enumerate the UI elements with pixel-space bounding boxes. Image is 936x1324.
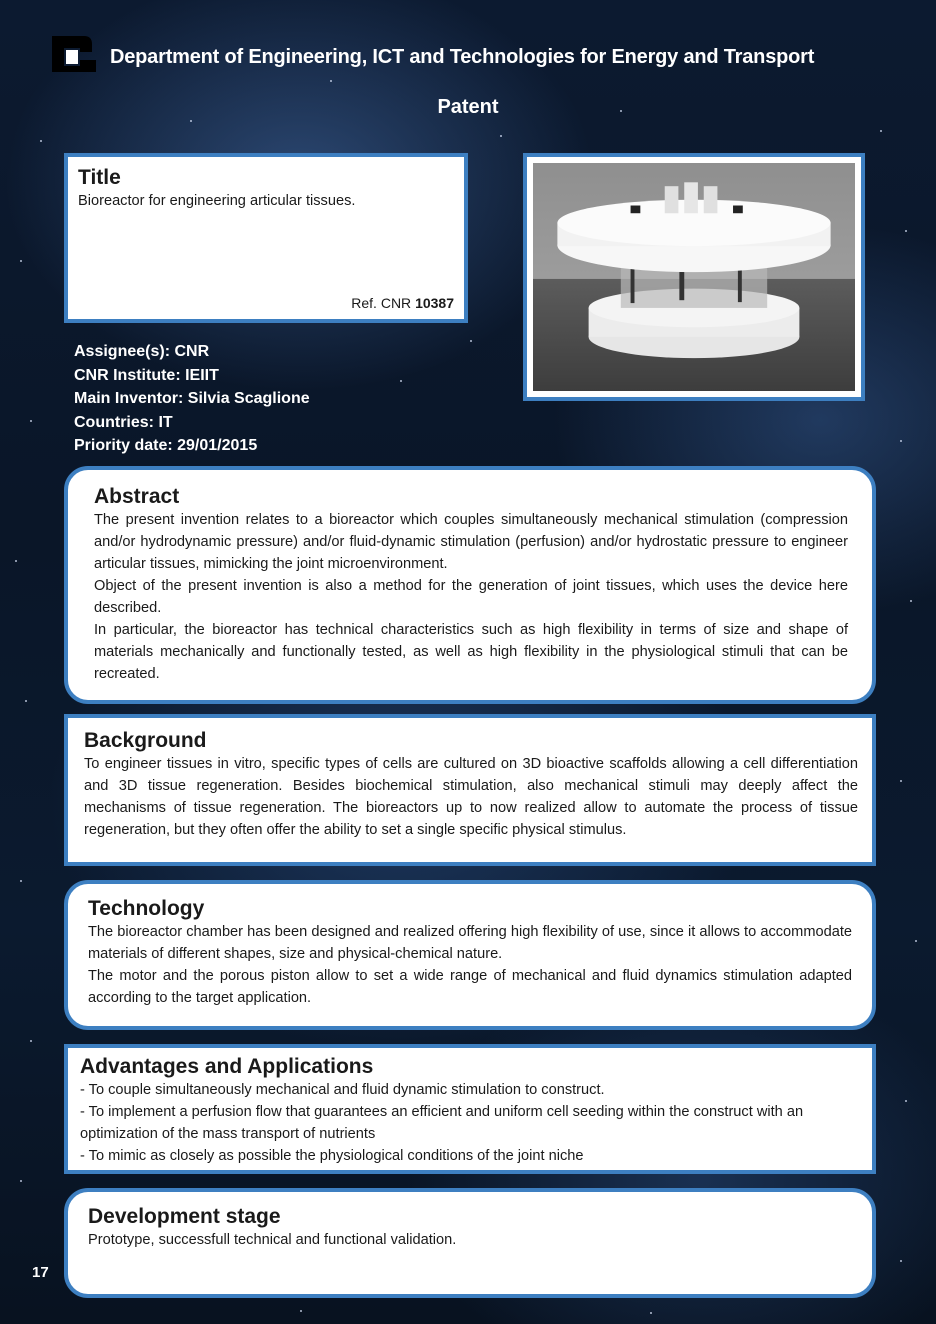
ref-number: 10387 xyxy=(415,295,454,311)
title-heading: Title xyxy=(78,166,121,189)
abstract-paragraph: In particular, the bioreactor has technical characteristics such as high flexibility in terms of size and shape of materials mechanically and functionally tested, as well as high flexibility in the physiological stimuli that can be recreated. xyxy=(94,622,848,683)
technology-box xyxy=(64,880,876,1030)
countries: Countries: IT xyxy=(74,413,173,431)
technology-paragraph: The motor and the porous piston allow to set a wide range of mechanical and fluid dynamics stimulation adapted according to the target application. xyxy=(88,968,852,1007)
patent-metadata xyxy=(74,340,310,458)
assignee: Assignee(s): CNR xyxy=(74,343,210,360)
technology-paragraph: The bioreactor chamber has been designed and realized offering high flexibility of use, since it allows to accommodate materials of different shapes, size and physical-chemical nature. xyxy=(88,924,852,963)
background-box xyxy=(64,714,876,866)
advantage-item: - To couple simultaneously mechanical and fluid dynamic stimulation to construct. xyxy=(80,1082,605,1099)
advantages-box xyxy=(64,1044,876,1174)
abstract-box xyxy=(64,466,876,704)
cnr-logo xyxy=(46,30,98,78)
advantage-item: - To implement a perfusion flow that guarantees an efficient and uniform cell seeding within the construct with an optimization of the mass transport of nutrients xyxy=(80,1104,804,1143)
advantage-item: - To mimic as closely as possible the physiological conditions of the joint niche xyxy=(80,1148,584,1165)
photo-box xyxy=(523,153,865,401)
department-title: Department of Engineering, ICT and Technologies for Energy and Transport xyxy=(110,46,815,68)
background-heading: Background xyxy=(84,729,207,752)
section-label: Patent xyxy=(437,96,499,118)
cnr-institute: CNR Institute: IEIIT xyxy=(74,366,219,384)
priority-date: Priority date: 29/01/2015 xyxy=(74,437,258,454)
title-text: Bioreactor for engineering articular tissues. xyxy=(78,193,356,210)
abstract-heading: Abstract xyxy=(94,485,180,508)
main-inventor: Main Inventor: Silvia Scaglione xyxy=(74,390,310,407)
reference xyxy=(351,295,454,311)
background-text: To engineer tissues in vitro, specific types of cells are cultured on 3D bioactive scaffolds allowing a cell differentiation and 3D tissue regeneration. Besides biochemical stimulation, also mechanical stimuli may deeply affect the mechanisms of tissue regeneration. The bioreactors up to now realized allow to automate the process of tissue regeneration, but they often offer the ability to set a single specific physical stimulus. xyxy=(84,756,858,839)
page-number: 17 xyxy=(32,1264,49,1281)
advantages-heading: Advantages and Applications xyxy=(80,1055,374,1078)
development-heading: Development stage xyxy=(88,1205,281,1228)
ref-label: Ref. CNR xyxy=(351,295,412,311)
abstract-paragraph: The present invention relates to a bioreactor which couples simultaneously mechanical stimulation (compression and/or hydrodynamic pressure) and/or fluid-dynamic stimulation (perfusion) and/or hydrostatic pressure to engineer articular tissues, mimicking the joint microenvironment. xyxy=(94,512,848,573)
development-text: Prototype, successfull technical and functional validation. xyxy=(88,1232,457,1249)
abstract-paragraph: Object of the present invention is also a method for the generation of joint tissues, which uses the device here described. xyxy=(94,578,848,617)
title-box xyxy=(64,153,468,323)
bioreactor-photo xyxy=(533,163,855,391)
technology-heading: Technology xyxy=(88,897,205,920)
development-box xyxy=(64,1188,876,1298)
